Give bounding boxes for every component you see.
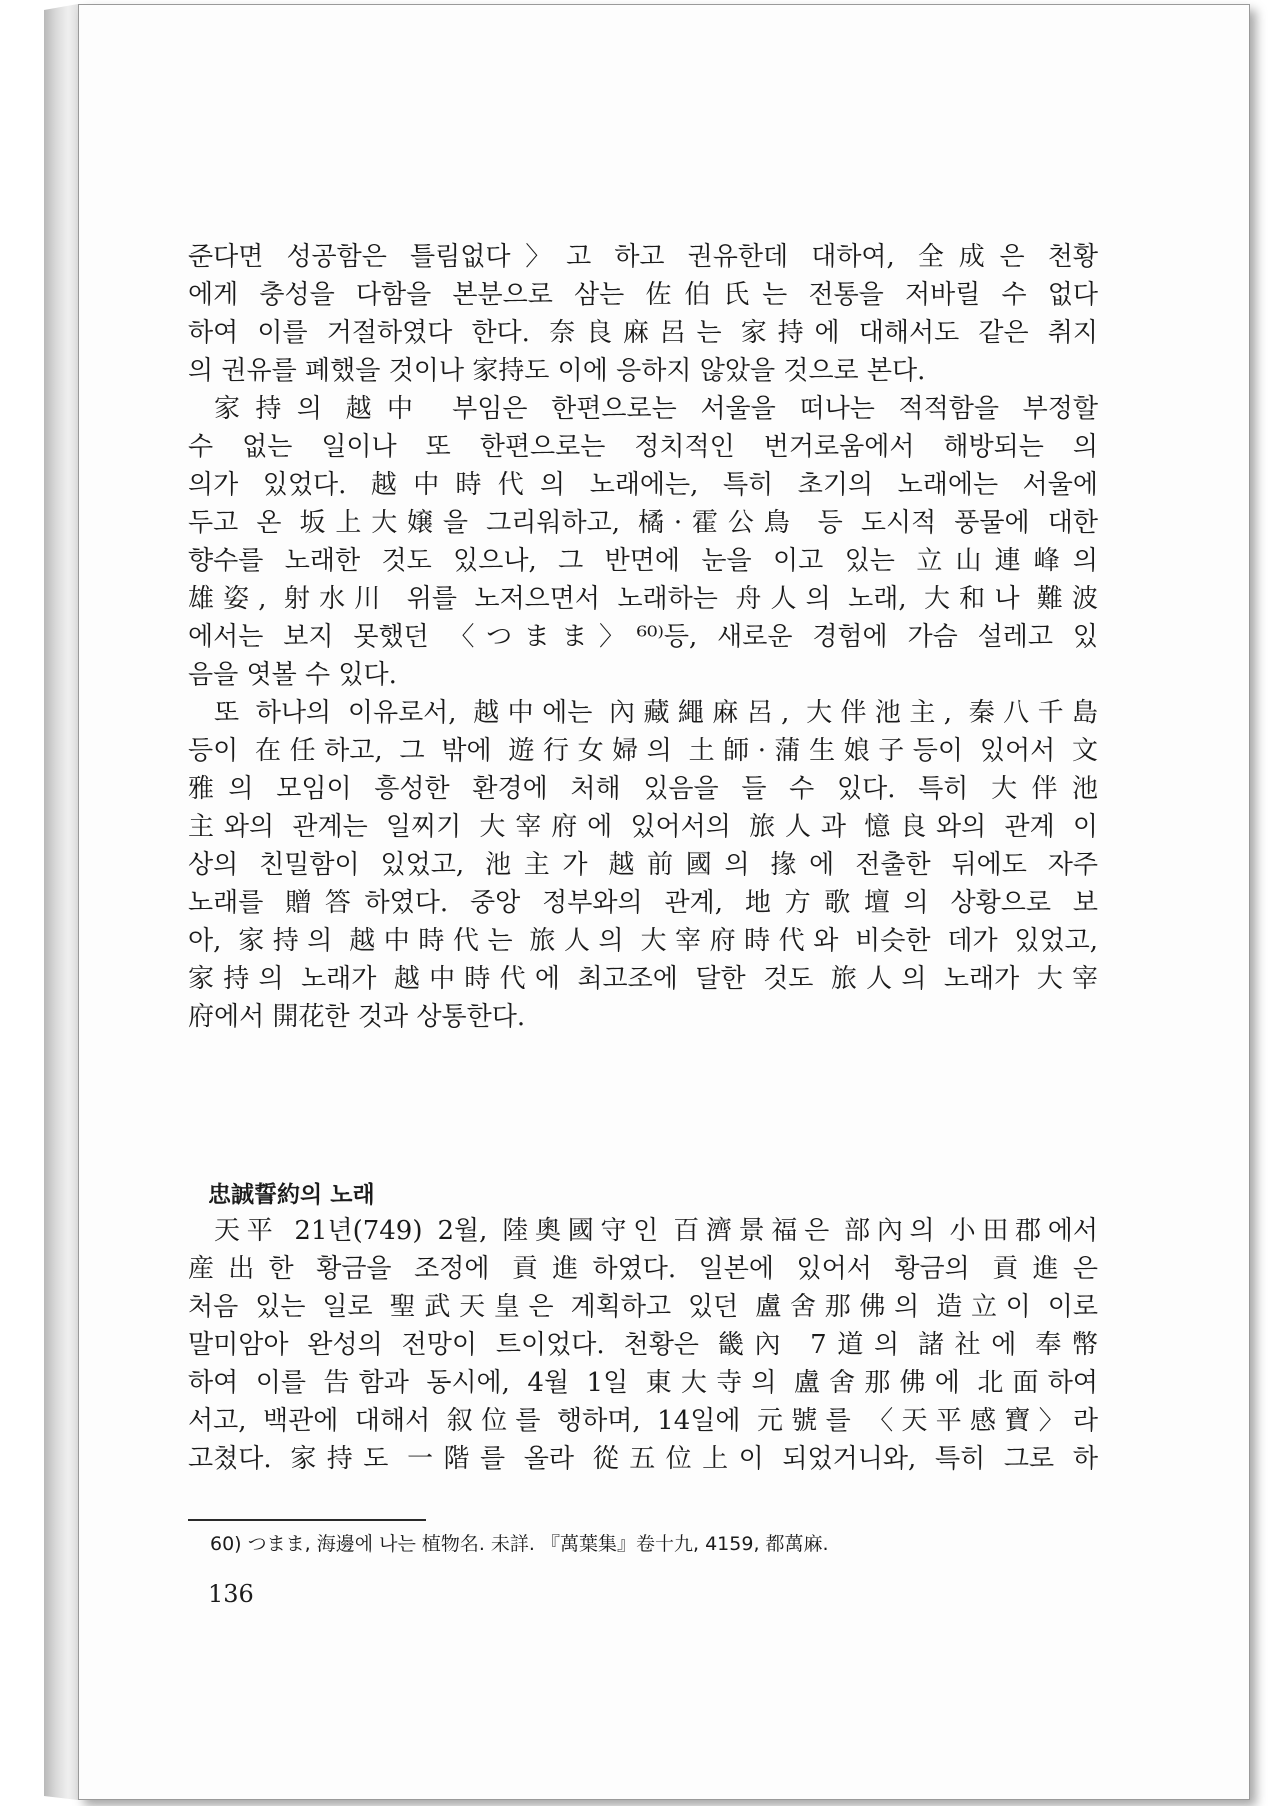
text-line: 수 없는 일이나 또 한편으로는 정치적인 번거로움에서 해방되는 의: [188, 432, 1098, 462]
text-line: 향수를 노래한 것도 있으나, 그 반면에 눈을 이고 있는 立山連峰의: [188, 546, 1098, 576]
text-line: 또 하나의 이유로서, 越中에는 內藏繩麻呂, 大伴池主, 秦八千島: [214, 698, 1098, 728]
text-line: 두고 온 坂上大嬢을 그리워하고, 橘·霍公鳥 등 도시적 풍물에 대한: [188, 508, 1098, 538]
footnote-divider: [188, 1519, 426, 1521]
text-line: 雄姿, 射水川 위를 노저으면서 노래하는 舟人의 노래, 大和나 難波: [188, 584, 1098, 614]
text-line: 처음 있는 일로 聖武天皇은 계획하고 있던 盧舍那佛의 造立이 이로: [188, 1292, 1098, 1322]
footnote: 60) つまま, 海邊에 나는 植物名. 未詳. 『萬葉集』卷十九, 4159, 都萬麻.: [210, 1533, 829, 1555]
text-line: 고쳤다. 家持도 一階를 올라 從五位上이 되었거니와, 특히 그로 하: [188, 1444, 1098, 1474]
text-line: 의가 있었다. 越中時代의 노래에는, 특히 초기의 노래에는 서울에: [188, 470, 1098, 500]
page-number: 136: [208, 1580, 254, 1608]
text-line: 産出한 황금을 조정에 貢進하였다. 일본에 있어서 황금의 貢進은: [188, 1254, 1098, 1284]
text-line: 雅의 모임이 흥성한 환경에 처해 있음을 들 수 있다. 특히 大伴池: [188, 774, 1098, 804]
text-line: 말미암아 완성의 전망이 트이었다. 천황은 畿內 7道의 諸社에 奉幣: [188, 1330, 1098, 1360]
text-line: 府에서 開花한 것과 상통한다.: [188, 1002, 526, 1032]
text-line: 등이 在任하고, 그 밖에 遊行女婦의 土師·蒲生娘子등이 있어서 文: [188, 736, 1098, 766]
text-line: 의 권유를 폐했을 것이나 家持도 이에 응하지 않았을 것으로 본다.: [188, 356, 926, 386]
section-heading: 忠誠誓約의 노래: [208, 1182, 375, 1208]
body-section-2: [188, 1212, 1098, 1478]
text-line: 하여 이를 告함과 동시에, 4월 1일 東大寺의 盧舍那佛에 北面하여: [188, 1368, 1098, 1398]
text-line: 노래를 贈答하였다. 중앙 정부와의 관계, 地方歌壇의 상황으로 보: [188, 888, 1098, 918]
text-line: 하여 이를 거절하였다 한다. 奈良麻呂는 家持에 대해서도 같은 취지: [188, 318, 1098, 348]
text-line: 天平 21년(749) 2월, 陸奧國守인 百濟景福은 部內의 小田郡에서: [214, 1216, 1098, 1246]
text-line: 家持의 越中 부임은 한편으로는 서울을 떠나는 적적함을 부정할: [214, 394, 1098, 424]
book-edge: [44, 4, 78, 1800]
text-line: 아, 家持의 越中時代는 旅人의 大宰府時代와 비슷한 데가 있었고,: [188, 926, 1098, 956]
text-line: 서고, 백관에 대해서 叙位를 행하며, 14일에 元號를 〈天平感寶〉라: [188, 1406, 1098, 1436]
text-line: 준다면 성공함은 틀림없다〉고 하고 권유한데 대하여, 全成은 천황: [188, 242, 1098, 272]
text-line: 음을 엿볼 수 있다.: [188, 660, 397, 690]
text-line: 상의 친밀함이 있었고, 池主가 越前國의 掾에 전출한 뒤에도 자주: [188, 850, 1098, 880]
text-line: 에서는 보지 못했던 〈つまま〉⁶⁰⁾등, 새로운 경험에 가슴 설레고 있: [188, 622, 1098, 652]
text-line: 에게 충성을 다함을 본분으로 삼는 佐伯氏는 전통을 저바릴 수 없다: [188, 280, 1098, 310]
body-section-1: [188, 238, 1098, 1036]
text-line: 家持의 노래가 越中時代에 최고조에 달한 것도 旅人의 노래가 大宰: [188, 964, 1098, 994]
text-line: 主와의 관계는 일찌기 大宰府에 있어서의 旅人과 憶良와의 관계 이: [188, 812, 1098, 842]
